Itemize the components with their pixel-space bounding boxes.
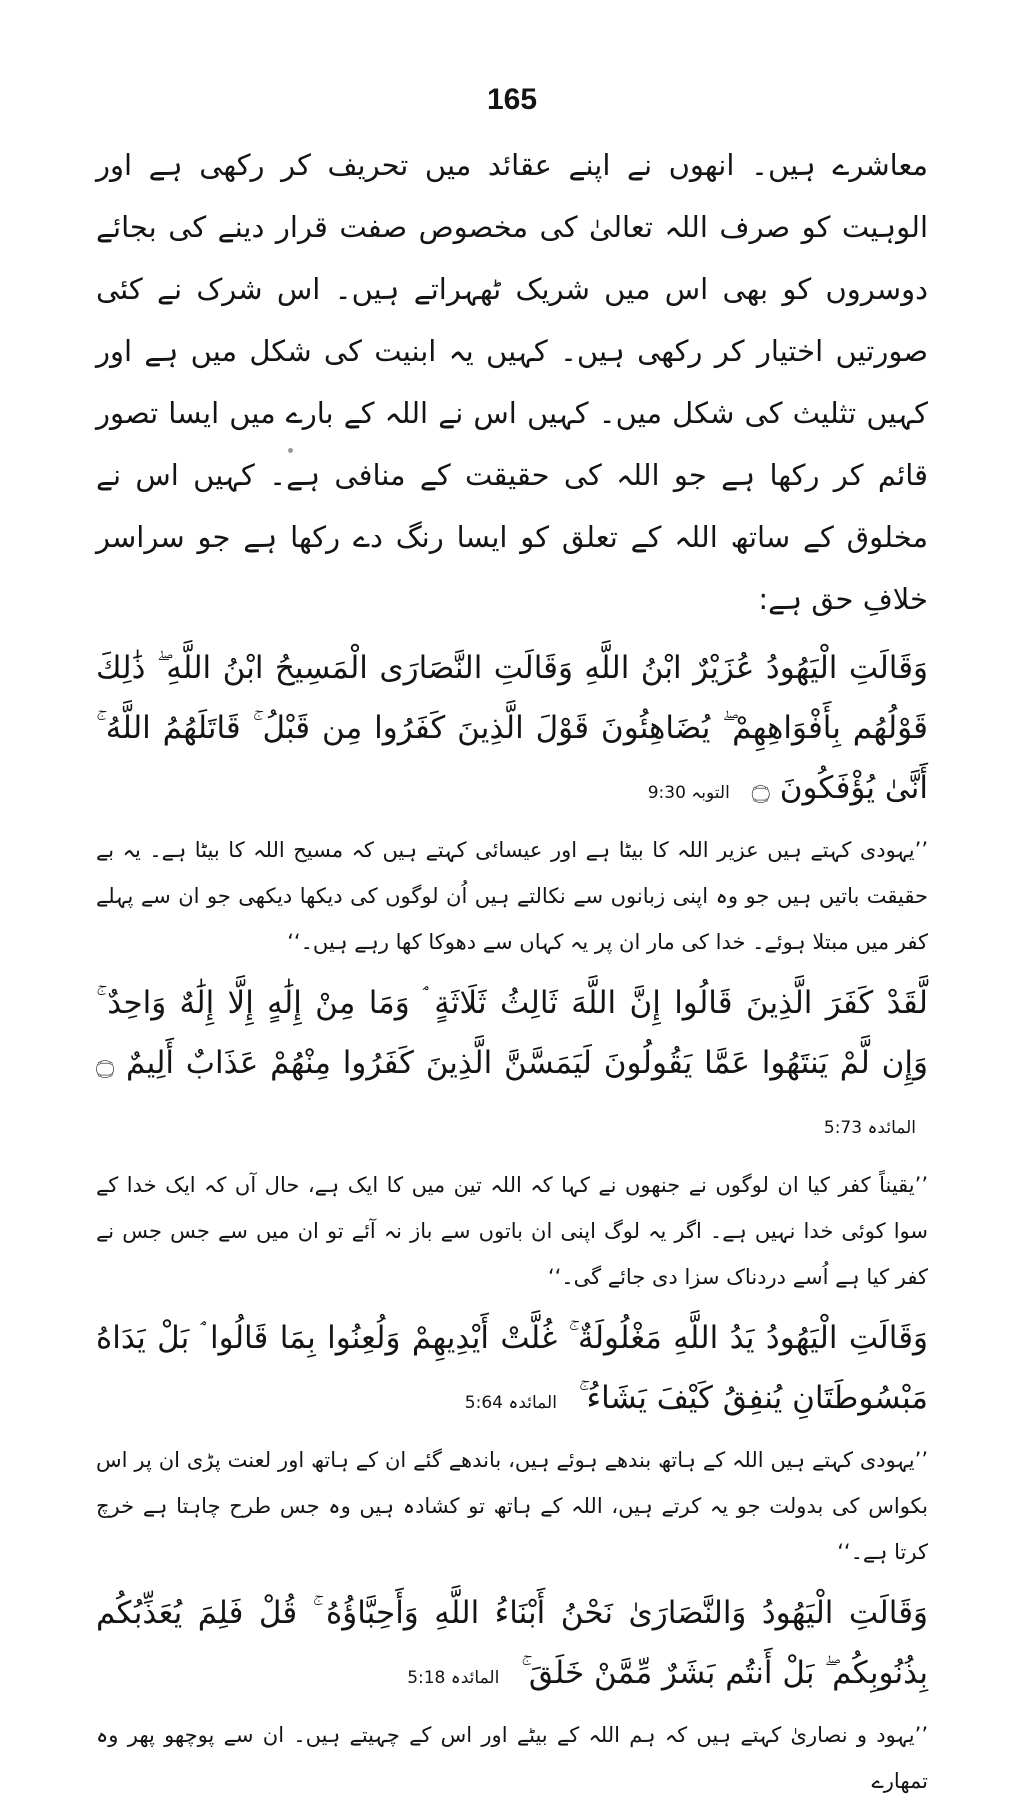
page-number: 165 [486, 83, 538, 116]
quran-verse [96, 1583, 928, 1708]
quran-verse [96, 973, 928, 1158]
verse-text: لَّقَدْ كَفَرَ الَّذِينَ قَالُوا إِنَّ اللَّهَ ثَالِثُ ثَلَاثَةٍ ۘ وَمَا مِنْ إِلَٰهٍ إِلَّا إِلَٰهٌ وَاحِدٌ ۚ وَإِن لَّمْ يَنتَهُوا عَمَّا يَقُولُونَ لَيَمَسَّنَّ الَّذِينَ كَفَرُوا مِنْهُمْ عَذَابٌ أَلِيمٌ ۝ [96, 985, 928, 1081]
verse-translation: ’’یقیناً کفر کیا ان لوگوں نے جنھوں نے کہا کہ اللہ تین میں کا ایک ہے، حال آں کہ ایک خدا کے سوا کوئی خدا نہیں ہے۔ اگر یہ لوگ اپنی ان باتوں سے باز نہ آئے تو ان میں سے جس جس نے کفر کیا ہے اُسے دردناک سزا دی جائے گی۔‘‘ [96, 1173, 928, 1289]
quran-verse [96, 1308, 928, 1433]
quote-block [96, 973, 928, 1300]
verse-translation: ’’یہودی کہتے ہیں عزیر اللہ کا بیٹا ہے اور عیسائی کہتے ہیں کہ مسیح اللہ کا بیٹا ہے۔ یہ بے حقیقت باتیں ہیں جو وہ اپنی زبانوں سے نکالتے ہیں اُن لوگوں کی دیکھا دیکھی جو ان سے پہلے کفر میں مبتلا ہوئے۔ خدا کی مار ان پر یہ کہاں سے دھوکا کھا رہے ہیں۔‘‘ [96, 838, 928, 954]
verse-translation: ’’یہود و نصاریٰ کہتے ہیں کہ ہم اللہ کے بیٹے اور اس کے چہیتے ہیں۔ ان سے پوچھو پھر وہ تمھارے [96, 1723, 928, 1793]
verse-text: وَقَالَتِ الْيَهُودُ وَالنَّصَارَىٰ نَحْنُ أَبْنَاءُ اللَّهِ وَأَحِبَّاؤُهُ ۚ قُلْ فَلِمَ يُعَذِّبُكُم بِذُنُوبِكُم ۖ بَلْ أَنتُم بَشَرٌ مِّمَّنْ خَلَقَ ۚ [96, 1595, 928, 1691]
verse-reference: المائدہ 5:18 [407, 1668, 500, 1688]
quran-verse [96, 638, 928, 823]
intro-paragraph: معاشرے ہیں۔ انھوں نے اپنے عقائد میں تحریف کر رکھی ہے اور الوہیت کو صرف اللہ تعالیٰ کی مخصوص صفت قرار دینے کی بجائے دوسروں کو بھی اس میں شریک ٹھہراتے ہیں۔ اس شرک نے کئی صورتیں اختیار کر رکھی ہیں۔ کہیں یہ ابنیت کی شکل میں ہے اور کہیں تثلیث کی شکل میں۔ کہیں اس نے اللہ کے بارے میں ایسا تصور قائم کر رکھا ہے جو اللہ کی حقیقت کے منافی ہے۔ کہیں اس نے مخلوق کے ساتھ اللہ کے تعلق کو ایسا رنگ دے رکھا ہے جو سراسر خلافِ حق ہے: [96, 148, 928, 616]
print-speck [288, 448, 293, 453]
verse-reference: التوبہ 9:30 [647, 783, 730, 803]
quote-block [96, 1583, 928, 1804]
verse-reference: المائدہ 5:73 [823, 1118, 916, 1138]
quote-block [96, 1308, 928, 1575]
verse-reference: المائدہ 5:64 [464, 1393, 557, 1413]
verse-translation: ’’یہودی کہتے ہیں اللہ کے ہاتھ بندھے ہوئے ہیں، باندھے گئے ان کے ہاتھ اور لعنت پڑی ان پر اس بکواس کی بدولت جو یہ کرتے ہیں، اللہ کے ہاتھ تو کشادہ ہیں وہ جس طرح چاہتا ہے خرچ کرتا ہے۔‘‘ [96, 1448, 928, 1564]
verse-text: وَقَالَتِ الْيَهُودُ عُزَيْرٌ ابْنُ اللَّهِ وَقَالَتِ النَّصَارَى الْمَسِيحُ ابْنُ اللَّهِ ۖ ذَٰلِكَ قَوْلُهُم بِأَفْوَاهِهِمْ ۖ يُضَاهِئُونَ قَوْلَ الَّذِينَ كَفَرُوا مِن قَبْلُ ۚ قَاتَلَهُمُ اللَّهُ ۚ أَنَّىٰ يُؤْفَكُونَ ۝ [96, 650, 928, 806]
quote-block [96, 638, 928, 965]
verse-text: وَقَالَتِ الْيَهُودُ يَدُ اللَّهِ مَغْلُولَةٌ ۚ غُلَّتْ أَيْدِيهِمْ وَلُعِنُوا بِمَا قَالُوا ۘ بَلْ يَدَاهُ مَبْسُوطَتَانِ يُنفِقُ كَيْفَ يَشَاءُ ۚ [96, 1320, 928, 1416]
